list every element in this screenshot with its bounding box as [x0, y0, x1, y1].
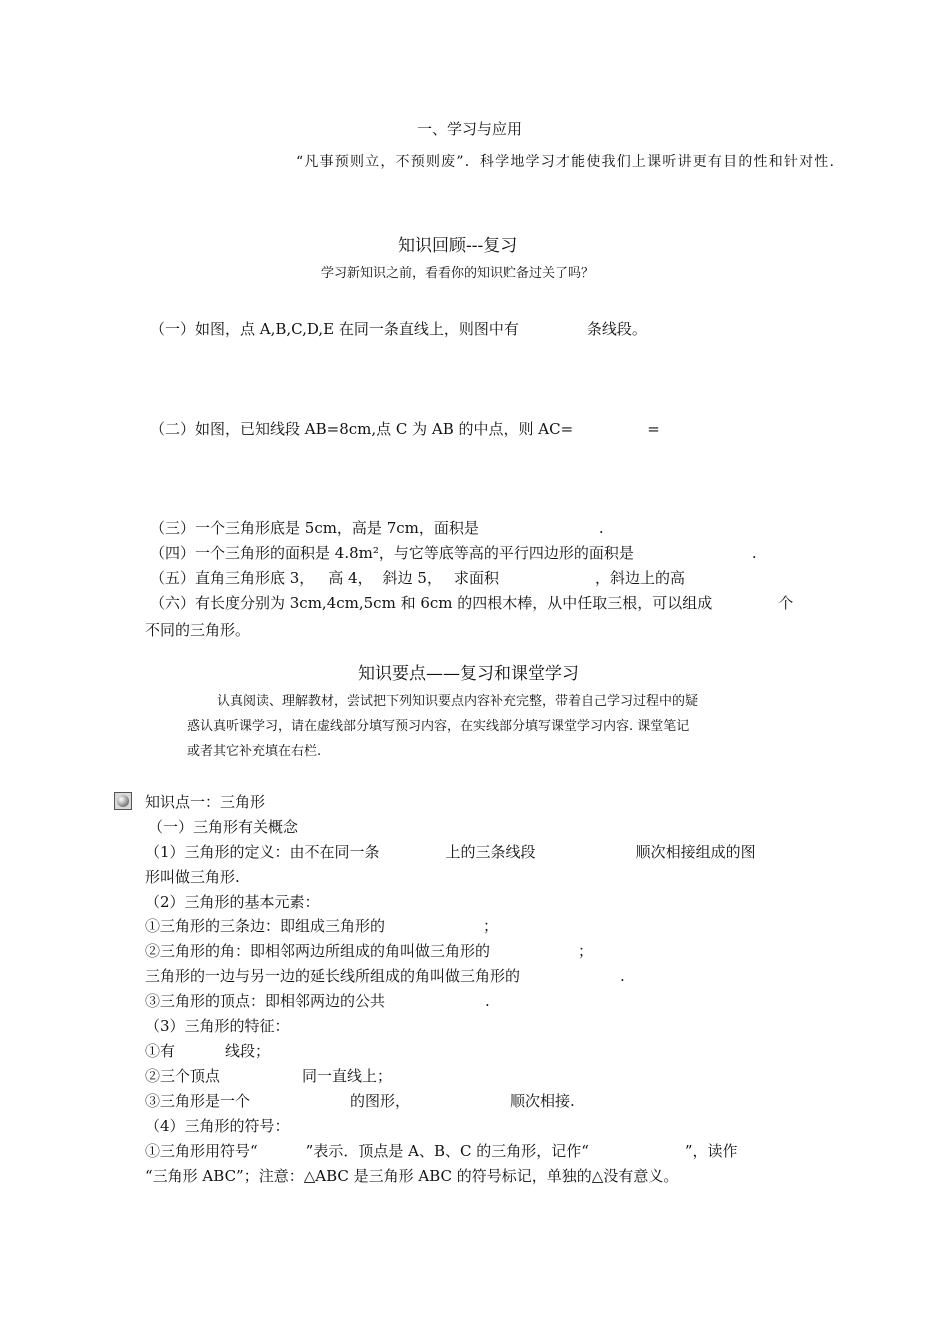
kp1-element-exterior-tail: . [620, 967, 625, 985]
question-5-part-b: 高 4， [328, 569, 373, 587]
kp1-element-sides [145, 915, 498, 936]
question-5-part-d: 求面积 [453, 569, 499, 587]
kp1-element-vertex [145, 990, 490, 1011]
question-6-tail: 个 [778, 594, 794, 612]
ball-bullet-icon [114, 792, 132, 810]
kp1-symbol-line-2: “三角形 ABC”；注意：△ABC 是三角形 ABC 的符号标记，单独的△没有意义。 [145, 1167, 679, 1185]
kp1-element-exterior-text: 三角形的一边与另一边的延长线所组成的角叫做三角形的 [145, 967, 521, 985]
kp1-title: 知识点一：三角形 [145, 793, 266, 811]
question-2 [150, 418, 660, 439]
kp1-definition [145, 841, 756, 862]
kp1-feature-3-a: ③三角形是一个 [145, 1092, 251, 1110]
question-3-text: （三）一个三角形底是 5cm，高是 7cm，面积是 [150, 519, 479, 537]
kp1-definition-continued: 形叫做三角形. [145, 868, 240, 886]
question-4-tail: . [751, 544, 757, 562]
question-3 [150, 517, 604, 538]
points-intro-line-2: 惑认真听课学习，请在虚线部分填写预习内容，在实线部分填写课堂学习内容. 课堂笔记 [187, 719, 690, 734]
question-4-text: （四）一个三角形的面积是 4.8m²，与它等底等高的平行四边形的面积是 [150, 544, 634, 562]
kp1-elements-heading: （2）三角形的基本元素： [145, 893, 320, 911]
kp1-element-sides-text: ①三角形的三条边：即组成三角形的 [145, 917, 386, 935]
kp1-element-exterior [145, 965, 625, 986]
kp1-feature-1 [145, 1040, 270, 1061]
kp1-symbol-line-1 [145, 1140, 738, 1161]
question-6-continued: 不同的三角形。 [145, 621, 251, 639]
kp1-feature-1-b: 线段； [225, 1042, 271, 1060]
kp1-definition-a: （1）三角形的定义：由不在同一条 [145, 843, 380, 861]
question-1 [150, 318, 647, 339]
points-intro-line-1: 认真阅读、理解教材，尝试把下列知识要点内容补充完整，带着自己学习过程中的疑 [217, 694, 699, 709]
kp1-definition-b: 上的三条线段 [445, 843, 536, 861]
question-1-tail: 条线段。 [586, 320, 647, 338]
question-2-text: （二）如图，已知线段 AB=8cm,点 C 为 AB 的中点，则 AC= [150, 420, 574, 438]
kp1-element-sides-tail: ； [483, 917, 499, 935]
question-5-part-e: ，斜边上的高 [594, 569, 685, 587]
review-title: 知识回顾---复习 [398, 236, 518, 256]
kp1-element-angles-tail: ； [578, 942, 594, 960]
kp1-element-angles [145, 940, 593, 961]
kp1-element-vertex-text: ③三角形的顶点：即相邻两边的公共 [145, 992, 386, 1010]
kp1-feature-3-c: 顺次相接. [510, 1092, 575, 1110]
points-intro-line-3: 或者其它补充填在右栏. [187, 744, 322, 759]
kp1-feature-3 [145, 1090, 575, 1111]
motto: “凡事预则立，不预则废”．科学地学习才能使我们上课听讲更有目的性和针对性. [296, 154, 836, 170]
kp1-symbol-heading: （4）三角形的符号： [145, 1117, 290, 1135]
question-6 [150, 592, 793, 613]
kp1-feature-2-b: 同一直线上； [302, 1067, 393, 1085]
question-1-text: （一）如图，点 A,B,C,D,E 在同一条直线上，则图中有 [150, 320, 519, 338]
kp1-symbol-c: ”，读作 [684, 1142, 738, 1160]
question-5-part-a: （五）直角三角形底 3， [150, 569, 315, 587]
kp1-element-angles-text: ②三角形的角：即相邻两边所组成的角叫做三角形的 [145, 942, 491, 960]
points-title: 知识要点——复习和课堂学习 [358, 664, 579, 684]
question-5-part-c: 斜边 5， [382, 569, 442, 587]
kp1-definition-c: 顺次相接组成的图 [635, 843, 756, 861]
kp1-feature-2-a: ②三个顶点 [145, 1067, 221, 1085]
kp1-feature-2 [145, 1065, 392, 1086]
question-5 [150, 567, 685, 588]
kp1-concepts-heading: （一）三角形有关概念 [148, 818, 299, 836]
kp1-element-vertex-tail: . [485, 992, 490, 1010]
kp1-symbol-b: ”表示．顶点是 A、B、C 的三角形，记作“ [305, 1142, 589, 1160]
kp1-features-heading: （3）三角形的特征： [145, 1017, 290, 1035]
question-3-tail: . [598, 519, 604, 537]
question-2-tail: = [647, 420, 660, 438]
question-6-text: （六）有长度分别为 3cm,4cm,5cm 和 6cm 的四根木棒，从中任取三根，可以组成 [150, 594, 713, 612]
section-title: 一、学习与应用 [417, 120, 523, 138]
question-4 [150, 542, 757, 563]
kp1-feature-1-a: ①有 [145, 1042, 176, 1060]
kp1-feature-3-b: 的图形， [350, 1092, 411, 1110]
review-subtitle: 学习新知识之前，看看你的知识贮备过关了吗？ [321, 266, 595, 281]
kp1-symbol-a: ①三角形用符号“ [145, 1142, 258, 1160]
